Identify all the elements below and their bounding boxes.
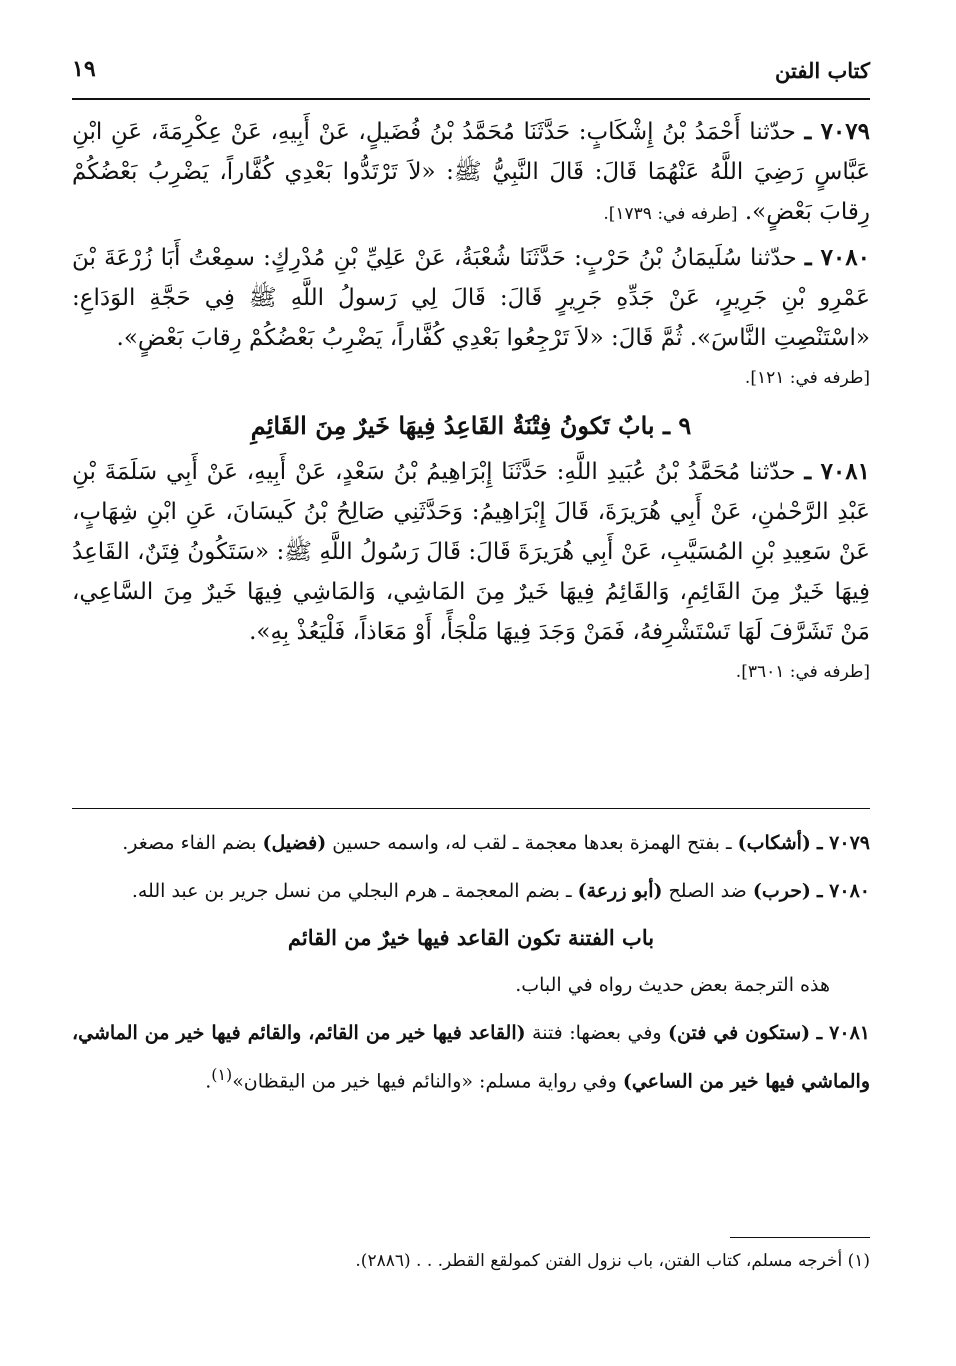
commentary-term: (ستكون في فتن) [668,1022,811,1044]
commentary-text: ـ بضم المعجمة ـ هرم البجلي من نسل جرير بن عبد الله. [131,880,572,902]
commentary-term: (القاعد فيها خير من القائم، والقائم فيها خير من الماشي، والماشي فيها خير من الساعي) [72,1022,870,1093]
commentary-7080 [72,870,870,912]
hadith-7081 [72,452,870,652]
commentary-term: (حرب) [752,880,811,902]
hadith-7079 [72,112,870,234]
commentary [72,822,870,1108]
main-text [72,112,870,692]
hadith-number: ٧٠٨١ ـ [804,458,870,485]
commentary-end: . [205,1070,212,1093]
commentary-chapter-title: باب الفتنة تكون القاعد فيها خيرٌ من القائم [287,925,655,950]
commentary-text: وفي بعضها: فتنة [532,1022,662,1044]
hadith-7080 [72,238,870,358]
commentary-text: وفي رواية مسلم: «والنائم فيها خير من اليقظان» [232,1070,617,1093]
commentary-rule [72,808,870,809]
commentary-text: ـ بفتح الهمزة بعدها معجمة ـ لقب له، واسمه حسين [332,832,732,854]
commentary-number: ٧٠٨٠ ـ [816,880,870,902]
commentary-number: ٧٠٧٩ ـ [816,832,870,854]
hadith-number: ٧٠٨٠ ـ [804,244,870,271]
page-number: ١٩ [72,56,96,82]
footnote-marker[interactable]: (١) [211,1065,233,1084]
commentary-term: (فضيل) [262,832,327,854]
commentary-text: ضد الصلح [668,880,747,902]
commentary-term: (أشكاب) [737,832,811,854]
chapter-title: ٩ ـ بابٌ تَكونُ فِتْنَةٌ القَاعِدُ فِيهَا خَيرٌ مِنَ القَائِمِ [250,411,692,440]
commentary-chapter-note: هذه الترجمة بعض حديث رواه في الباب. [515,974,830,996]
hadith-reference: [طرفه في: ١٢١]. [744,368,870,388]
hadith-number: ٧٠٧٩ ـ [804,118,870,145]
hadith-text: حدّثنا مُحَمَّدُ بْنُ عُبَيدِ اللَّهِ: حَدَّثَنَا إِبْرَاهِيمُ بْنُ سَعْدٍ، عَنْ أَبِيهِ، عَنْ أَبِي سَلَمَةَ بْنِ عَبْدِ الرَّحْمٰنِ، عَنْ أَبِي هُرَيرَةَ، قَالَ إِبْرَاهِيمُ: وَحَدَّثَنِي صَالِحُ بْنُ كَيسَانَ، عَنِ ابْنِ شِهَابٍ، عَنْ سَعِيدِ بْنِ المُسَيَّبِ، عَنْ أَبِي هُرَيرَةَ قَالَ: قَالَ رَسُولُ اللَّهِ ﷺ: «سَتَكُونُ فِتَنٌ، القَاعِدُ فِيهَا خَيرٌ مِنَ القَائِمِ، وَالقَائِمُ فِيهَا خَيرٌ مِنَ المَاشِي، وَالمَاشِي فِيهَا خَيرٌ مِنَ السَّاعِي، مَنْ تَشَرَّفَ لَهَا تَسْتَشْرِفهُ، فَمَنْ وَجَدَ فِيهَا مَلْجَأً، أَوْ مَعَاذاً، فَلْيَعُذْ بِهِ». [72,459,870,645]
commentary-7081 [72,1012,870,1102]
hadith-text: حدّثنا أَحْمَدُ بْنُ إِشْكَابٍ: حَدَّثَنَا مُحَمَّدُ بْنُ فُضَيلٍ، عَنْ أَبِيهِ، عَنْ عِكْرِمَةَ، عَنِ ابْنِ عَبَّاسٍ رَضِيَ اللَّهُ عَنْهُمَا قَالَ: قَالَ النَّبِيُّ ﷺ: «لاَ تَرْتَدُّوا بَعْدِي كُفَّاراً، يَضْرِبُ بَعْضُكُمْ رِقابَ بَعْضٍ». [72,119,870,225]
book-title: كتاب الفتن [775,58,870,83]
commentary-text: بضم الفاء مصغر. [122,832,257,854]
page-header [72,52,870,96]
hadith-reference: [طرفه في: ١٧٣٩]. [603,204,738,224]
footnote: (١) أخرجه مسلم، كتاب الفتن، باب نزول الفتن كمولقع القطر. . . (٢٨٨٦). [355,1251,870,1271]
header-rule [72,98,870,100]
commentary-7079 [72,822,870,864]
commentary-number: ٧٠٨١ ـ [816,1022,870,1044]
hadith-reference: [طرفه في: ٣٦٠١]. [735,662,870,682]
footnote-rule [730,1237,870,1238]
commentary-term: (أبو زرعة) [577,880,663,902]
hadith-text: حدّثنا سُلَيمَانُ بْنُ حَرْبٍ: حَدَّثَنَا شُعْبَةُ، عَنْ عَلِيِّ بْنِ مُدْرِكٍ: سمِعْتُ أَبَا زُرْعَةَ بْنَ عَمْرِو بْنِ جَرِيرٍ، عَنْ جَدِّهِ جَرِيرٍ قَالَ: قَالَ لِي رَسولُ اللَّهِ ﷺ فِي حَجَّةِ الوَدَاعِ: «اسْتَنْصِتِ النَّاسَ». ثُمَّ قَالَ: «لاَ تَرْجِعُوا بَعْدِي كُفَّاراً، يَضْرِبُ بَعْضُكُمْ رِقابَ بَعْضٍ». [72,245,870,351]
